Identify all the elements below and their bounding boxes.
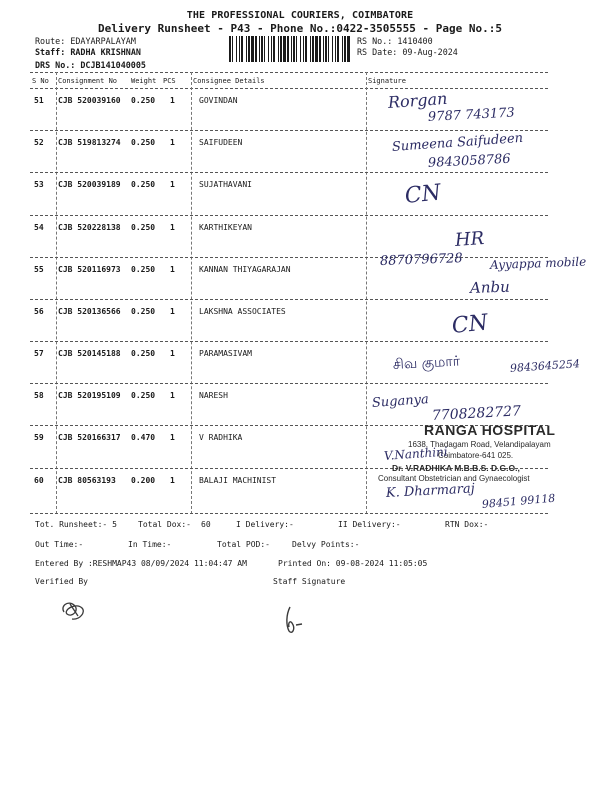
- total-dox-value: 60: [201, 520, 211, 529]
- handwritten-signature: சிவ குமார்: [392, 353, 461, 373]
- row-rule: [30, 341, 548, 342]
- sep-signature: [366, 72, 367, 514]
- row-weight: 0.250: [131, 307, 156, 316]
- barcode-stripe: [273, 36, 275, 62]
- company-title: THE PROFESSIONAL COURIERS, COIMBATORE: [186, 10, 414, 21]
- barcode-stripe: [305, 36, 307, 62]
- staff-label: Staff:: [35, 47, 66, 57]
- barcode-stripe: [328, 36, 329, 62]
- row-sno: 56: [34, 307, 44, 316]
- handwritten-phone: 9843645254: [509, 357, 581, 375]
- sep-sno: [56, 72, 57, 514]
- handwritten-signature: Suganya: [371, 392, 430, 411]
- route-line: [35, 36, 136, 46]
- total-dox-label: Total Dox:-: [138, 520, 191, 529]
- col-consignment: Consignment No: [58, 77, 118, 85]
- in-time: In Time:-: [128, 540, 172, 549]
- row-rule: [30, 130, 548, 131]
- route-value: EDAYARPALAYAM: [70, 36, 136, 46]
- row-consignee: BALAJI MACHINIST: [199, 476, 277, 485]
- rs-no-value: 1410400: [397, 36, 433, 46]
- row-consignment: CJB 520228138: [58, 223, 121, 232]
- row-weight: 0.250: [131, 349, 156, 358]
- row-weight: 0.250: [131, 138, 156, 147]
- barcode-stripe: [271, 36, 272, 62]
- row-rule: [30, 257, 548, 258]
- row-sno: 58: [34, 391, 44, 400]
- row-consignee: GOVINDAN: [199, 96, 238, 105]
- staff-value: RADHA KRISHNAN: [70, 47, 141, 57]
- row-consignment: CJB 520116973: [58, 265, 121, 274]
- rs-date-value: 09-Aug-2024: [402, 47, 458, 57]
- handwritten-signature: HR: [454, 227, 485, 251]
- i-delivery: I Delivery:-: [236, 520, 294, 529]
- barcode-stripe: [335, 36, 336, 62]
- rs-no-line: [357, 36, 433, 46]
- row-pcs: 1: [170, 180, 175, 189]
- row-sno: 52: [34, 138, 44, 147]
- row-pcs: 1: [170, 307, 175, 316]
- row-pcs: 1: [170, 265, 175, 274]
- barcode-stripe: [287, 36, 289, 62]
- handwritten-note: Ayyappa mobile: [489, 254, 587, 272]
- handwritten-signature: CN: [450, 310, 490, 339]
- row-consignment: CJB 520039189: [58, 180, 121, 189]
- row-weight: 0.250: [131, 180, 156, 189]
- row-consignment: CJB 520145188: [58, 349, 121, 358]
- rtn-dox: RTN Dox:-: [445, 520, 489, 529]
- row-rule: [30, 383, 548, 384]
- row-consignment: CJB 520166317: [58, 433, 121, 442]
- row-sno: 54: [34, 223, 44, 232]
- barcode-stripe: [280, 36, 282, 62]
- row-pcs: 1: [170, 391, 175, 400]
- barcode-stripe: [325, 36, 327, 62]
- barcode-stripe: [300, 36, 301, 62]
- row-consignee: PARAMASIVAM: [199, 349, 252, 358]
- row-consignee: LAKSHNA ASSOCIATES: [199, 307, 286, 316]
- row-consignment: CJB 520039160: [58, 96, 121, 105]
- row-consignment: CJB 519813274: [58, 138, 121, 147]
- drs-line: [35, 60, 146, 70]
- handwritten-signature: K. Dharmaraj: [385, 481, 476, 501]
- row-rule: [30, 172, 548, 173]
- row-weight: 0.250: [131, 265, 156, 274]
- table-bottom-rule: [30, 513, 548, 514]
- row-rule: [30, 215, 548, 216]
- stamp-address: 1638, Thadagam Road, Velandipalayam: [408, 440, 551, 449]
- row-sno: 59: [34, 433, 44, 442]
- barcode-stripe: [232, 36, 233, 62]
- barcode-stripe: [344, 36, 346, 62]
- col-pcs: PCS: [163, 77, 176, 85]
- row-pcs: 1: [170, 96, 175, 105]
- barcode-stripe: [296, 36, 297, 62]
- barcode-stripe: [319, 36, 321, 62]
- staff-line: [35, 47, 141, 57]
- barcode-stripe: [259, 36, 260, 62]
- table-header-rule: [30, 88, 548, 89]
- barcode-stripe: [342, 36, 343, 62]
- row-consignment: CJB 520136566: [58, 307, 121, 316]
- row-pcs: 1: [170, 476, 175, 485]
- row-pcs: 1: [170, 223, 175, 232]
- handwritten-phone: 7708282727: [431, 403, 522, 424]
- row-sno: 60: [34, 476, 44, 485]
- row-pcs: 1: [170, 349, 175, 358]
- stamp-designation: Consultant Obstetrician and Gynaecologist: [378, 474, 530, 483]
- barcode-stripe: [251, 36, 254, 62]
- barcode-stripe: [246, 36, 247, 62]
- drs-value: DCJB141040005: [80, 60, 146, 70]
- printed-on: Printed On: 09-08-2024 11:05:05: [278, 559, 428, 568]
- row-weight: 0.250: [131, 391, 156, 400]
- row-pcs: 1: [170, 433, 175, 442]
- drs-label: DRS No.:: [35, 60, 76, 70]
- out-time: Out Time:-: [35, 540, 84, 549]
- barcode-stripe: [347, 36, 350, 62]
- verifier-signature-mark: [58, 598, 92, 624]
- barcode-stripe: [332, 36, 333, 62]
- barcode-stripe: [229, 36, 231, 62]
- row-sno: 57: [34, 349, 44, 358]
- barcode: [229, 36, 351, 62]
- col-sno: S No: [32, 77, 49, 85]
- row-weight: 0.200: [131, 476, 156, 485]
- total-pod: Total POD:-: [217, 540, 270, 549]
- staff-signature: Staff Signature: [273, 577, 346, 586]
- barcode-stripe: [278, 36, 279, 62]
- barcode-stripe: [315, 36, 318, 62]
- barcode-stripe: [323, 36, 324, 62]
- barcode-stripe: [264, 36, 265, 62]
- barcode-stripe: [239, 36, 240, 62]
- route-label: Route:: [35, 36, 66, 46]
- col-consignee: Consignee Details: [193, 77, 265, 85]
- handwritten-signature: Rorgan: [387, 88, 448, 112]
- row-consignee: SAIFUDEEN: [199, 138, 243, 147]
- row-rule: [30, 299, 548, 300]
- handwritten-signature: V.Nanthini: [383, 444, 449, 463]
- barcode-stripe: [236, 36, 237, 62]
- row-consignee: SUJATHAVANI: [199, 180, 252, 189]
- barcode-stripe: [312, 36, 314, 62]
- stamp-hospital-name: RANGA HOSPITAL: [424, 422, 556, 438]
- barcode-stripe: [268, 36, 269, 62]
- row-consignment: CJB 520195109: [58, 391, 121, 400]
- stamp-doctor: Dr. V.RADHIKA M.B.B.S. D.G.O.,: [392, 463, 520, 473]
- barcode-stripe: [310, 36, 311, 62]
- verified-by: Verified By: [35, 577, 88, 586]
- staff-signature-mark: [280, 603, 314, 637]
- row-sno: 51: [34, 96, 44, 105]
- runsheet-subtitle: Delivery Runsheet - P43 - Phone No.:0422-3505555 - Page No.:5: [98, 22, 502, 35]
- handwritten-phone: 9843058786: [427, 151, 511, 171]
- rs-date-line: [357, 47, 458, 57]
- row-consignee: KANNAN THIYAGARAJAN: [199, 265, 291, 274]
- row-pcs: 1: [170, 138, 175, 147]
- row-weight: 0.470: [131, 433, 156, 442]
- rs-no-label: RS No.:: [357, 36, 393, 46]
- barcode-stripe: [283, 36, 286, 62]
- entered-by: Entered By :RESHMAP43 08/09/2024 11:04:47 AM: [35, 559, 247, 568]
- table-top-rule: [30, 72, 548, 73]
- row-consignee: NARESH: [199, 391, 228, 400]
- handwritten-phone: 8870796728: [379, 251, 463, 269]
- stamp-city: Coimbatore-641 025.: [438, 451, 514, 460]
- barcode-stripe: [261, 36, 263, 62]
- barcode-stripe: [255, 36, 257, 62]
- barcode-stripe: [248, 36, 250, 62]
- row-consignee: KARTHIKEYAN: [199, 223, 252, 232]
- row-weight: 0.250: [131, 96, 156, 105]
- delvy-points: Delvy Points:-: [292, 540, 360, 549]
- barcode-stripe: [293, 36, 295, 62]
- barcode-stripe: [337, 36, 339, 62]
- tot-runsheet: Tot. Runsheet:- 5: [35, 520, 117, 529]
- col-weight: Weight: [131, 77, 157, 85]
- row-sno: 53: [34, 180, 44, 189]
- barcode-stripe: [241, 36, 243, 62]
- handwritten-phone: 9787 743173: [427, 105, 516, 125]
- handwritten-phone: 98451 99118: [481, 491, 556, 511]
- ii-delivery: II Delivery:-: [338, 520, 401, 529]
- barcode-stripe: [303, 36, 304, 62]
- rs-date-label: RS Date:: [357, 47, 398, 57]
- col-signature: Signature: [368, 77, 406, 85]
- row-weight: 0.250: [131, 223, 156, 232]
- handwritten-signature: Sumeena Saifudeen: [391, 130, 524, 155]
- handwritten-signature: CN: [403, 180, 443, 209]
- row-consignment: CJB 80563193: [58, 476, 116, 485]
- barcode-stripe: [291, 36, 292, 62]
- row-sno: 55: [34, 265, 44, 274]
- row-consignee: V RADHIKA: [199, 433, 243, 442]
- handwritten-signature: Anbu: [469, 277, 511, 297]
- sep-consignee: [191, 72, 192, 514]
